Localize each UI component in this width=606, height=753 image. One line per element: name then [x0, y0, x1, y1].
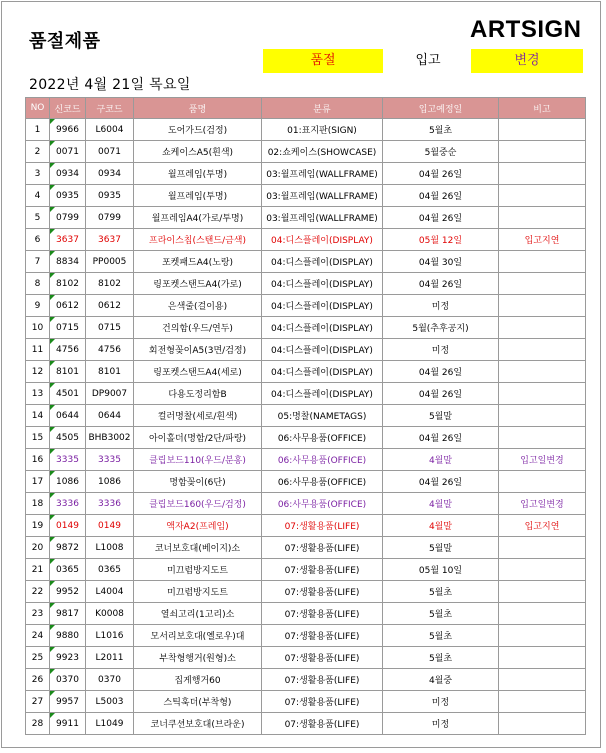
- sold-out-table: [25, 97, 586, 735]
- cell-note: [499, 713, 586, 735]
- table-row: [26, 185, 586, 207]
- cell-new-code: 3335: [50, 449, 86, 471]
- cell-category: 07:생활용품(LIFE): [262, 603, 383, 625]
- cell-no: 23: [26, 603, 50, 625]
- brand-logo: ARTSIGN: [470, 16, 582, 43]
- cell-eta: 04월 26일: [383, 273, 499, 295]
- table-row: [26, 317, 586, 339]
- table-row: [26, 427, 586, 449]
- cell-note: [499, 119, 586, 141]
- cell-no: 16: [26, 449, 50, 471]
- table-row: [26, 273, 586, 295]
- cell-category: 06:사무용품(OFFICE): [262, 471, 383, 493]
- cell-eta: 5월초: [383, 647, 499, 669]
- cell-old-code: L6004: [86, 119, 134, 141]
- cell-no: 2: [26, 141, 50, 163]
- cell-new-code: 9952: [50, 581, 86, 603]
- cell-category: 04:디스플레이(DISPLAY): [262, 339, 383, 361]
- table-row: [26, 361, 586, 383]
- page-title: 품절제품: [29, 31, 101, 52]
- cell-old-code: PP0005: [86, 251, 134, 273]
- cell-new-code: 0935: [50, 185, 86, 207]
- cell-category: 07:생활용품(LIFE): [262, 625, 383, 647]
- cell-eta: 04월 26일: [383, 383, 499, 405]
- cell-note: [499, 207, 586, 229]
- cell-note: [499, 383, 586, 405]
- cell-category: 07:생활용품(LIFE): [262, 515, 383, 537]
- cell-no: 25: [26, 647, 50, 669]
- cell-product-name: 부착형행거(원형)소: [134, 647, 262, 669]
- cell-eta: 04월 26일: [383, 471, 499, 493]
- cell-product-name: 포켓패드A4(노랑): [134, 251, 262, 273]
- table-row: [26, 449, 586, 471]
- cell-old-code: 8102: [86, 273, 134, 295]
- legend-changed: 변경: [471, 49, 583, 73]
- cell-category: 07:생활용품(LIFE): [262, 559, 383, 581]
- cell-eta: 미정: [383, 295, 499, 317]
- cell-no: 22: [26, 581, 50, 603]
- cell-note: [499, 559, 586, 581]
- table-row: [26, 515, 586, 537]
- cell-new-code: 4505: [50, 427, 86, 449]
- cell-category: 04:디스플레이(DISPLAY): [262, 317, 383, 339]
- cell-no: 7: [26, 251, 50, 273]
- cell-no: 28: [26, 713, 50, 735]
- cell-category: 01:표지판(SIGN): [262, 119, 383, 141]
- cell-new-code: 4756: [50, 339, 86, 361]
- report-date: 2022년 4월 21일 목요일: [29, 77, 191, 93]
- table-body: [26, 119, 586, 735]
- cell-new-code: 9957: [50, 691, 86, 713]
- cell-note: 입고일변경: [499, 493, 586, 515]
- cell-category: 07:생활용품(LIFE): [262, 669, 383, 691]
- cell-product-name: 월프레임(투명): [134, 163, 262, 185]
- cell-new-code: 9880: [50, 625, 86, 647]
- cell-product-name: 클립보드160(우드/검정): [134, 493, 262, 515]
- cell-category: 07:생활용품(LIFE): [262, 713, 383, 735]
- cell-no: 1: [26, 119, 50, 141]
- cell-new-code: 9923: [50, 647, 86, 669]
- cell-category: 04:디스플레이(DISPLAY): [262, 295, 383, 317]
- table-row: [26, 537, 586, 559]
- cell-old-code: 0149: [86, 515, 134, 537]
- cell-product-name: 미끄럼방지도트: [134, 581, 262, 603]
- cell-old-code: BHB3002: [86, 427, 134, 449]
- cell-new-code: 0612: [50, 295, 86, 317]
- cell-no: 5: [26, 207, 50, 229]
- cell-new-code: 0365: [50, 559, 86, 581]
- table-row: [26, 251, 586, 273]
- cell-product-name: 코너보호대(베이지)소: [134, 537, 262, 559]
- cell-product-name: 월프레임(투명): [134, 185, 262, 207]
- cell-product-name: 코너쿠션보호대(브라운): [134, 713, 262, 735]
- table-row: [26, 581, 586, 603]
- cell-eta: 04월 26일: [383, 163, 499, 185]
- cell-old-code: 3637: [86, 229, 134, 251]
- cell-category: 03:월프레임(WALLFRAME): [262, 163, 383, 185]
- cell-note: [499, 251, 586, 273]
- cell-new-code: 1086: [50, 471, 86, 493]
- cell-note: [499, 317, 586, 339]
- table-header-row: [26, 98, 586, 119]
- cell-product-name: 모서리보호대(옐로우)대: [134, 625, 262, 647]
- cell-eta: 5월초: [383, 581, 499, 603]
- cell-product-name: 클립보드110(우드/분홍): [134, 449, 262, 471]
- cell-note: [499, 163, 586, 185]
- cell-no: 17: [26, 471, 50, 493]
- cell-no: 24: [26, 625, 50, 647]
- cell-note: 입고지연: [499, 515, 586, 537]
- cell-old-code: 0370: [86, 669, 134, 691]
- cell-eta: 미정: [383, 713, 499, 735]
- table-row: [26, 405, 586, 427]
- table-row: [26, 603, 586, 625]
- table-row: [26, 713, 586, 735]
- cell-eta: 5월말: [383, 537, 499, 559]
- cell-category: 06:사무용품(OFFICE): [262, 449, 383, 471]
- cell-new-code: 0934: [50, 163, 86, 185]
- cell-old-code: 4756: [86, 339, 134, 361]
- cell-note: [499, 339, 586, 361]
- cell-product-name: 스틱훅더(부착형): [134, 691, 262, 713]
- cell-product-name: 쇼케이스A5(흰색): [134, 141, 262, 163]
- cell-note: [499, 581, 586, 603]
- cell-note: 입고지연: [499, 229, 586, 251]
- cell-product-name: 건의함(우드/연두): [134, 317, 262, 339]
- cell-new-code: 9817: [50, 603, 86, 625]
- cell-note: [499, 405, 586, 427]
- cell-category: 05:명찰(NAMETAGS): [262, 405, 383, 427]
- cell-new-code: 4501: [50, 383, 86, 405]
- cell-new-code: 8102: [50, 273, 86, 295]
- cell-new-code: 8101: [50, 361, 86, 383]
- cell-old-code: 0934: [86, 163, 134, 185]
- table-row: [26, 207, 586, 229]
- cell-note: [499, 471, 586, 493]
- cell-old-code: L5003: [86, 691, 134, 713]
- cell-note: [499, 295, 586, 317]
- cell-category: 04:디스플레이(DISPLAY): [262, 361, 383, 383]
- cell-category: 03:월프레임(WALLFRAME): [262, 207, 383, 229]
- cell-product-name: 도어가드(검정): [134, 119, 262, 141]
- cell-no: 4: [26, 185, 50, 207]
- cell-category: 04:디스플레이(DISPLAY): [262, 383, 383, 405]
- cell-new-code: 0370: [50, 669, 86, 691]
- cell-eta: 4월중: [383, 669, 499, 691]
- cell-note: [499, 273, 586, 295]
- table-row: [26, 141, 586, 163]
- cell-old-code: L4004: [86, 581, 134, 603]
- table-row: [26, 119, 586, 141]
- cell-no: 8: [26, 273, 50, 295]
- cell-old-code: 1086: [86, 471, 134, 493]
- cell-old-code: L1016: [86, 625, 134, 647]
- col-header-note: 비고: [499, 98, 586, 119]
- cell-no: 26: [26, 669, 50, 691]
- table-row: [26, 669, 586, 691]
- cell-new-code: 9872: [50, 537, 86, 559]
- cell-note: [499, 537, 586, 559]
- cell-category: 07:생활용품(LIFE): [262, 691, 383, 713]
- cell-product-name: 회전형꽂이A5(3면/검정): [134, 339, 262, 361]
- cell-no: 15: [26, 427, 50, 449]
- cell-product-name: 열쇠고리(1고리)소: [134, 603, 262, 625]
- cell-old-code: 0071: [86, 141, 134, 163]
- cell-note: 입고일변경: [499, 449, 586, 471]
- legend-sold-out: 품절: [263, 49, 383, 73]
- col-header-eta: 입고예정일: [383, 98, 499, 119]
- cell-eta: 04월 26일: [383, 427, 499, 449]
- cell-eta: 4월말: [383, 449, 499, 471]
- cell-new-code: 9911: [50, 713, 86, 735]
- cell-eta: 04월 26일: [383, 361, 499, 383]
- table-row: [26, 471, 586, 493]
- cell-eta: 5월초: [383, 603, 499, 625]
- col-header-new-code: 신코드: [50, 98, 86, 119]
- cell-no: 27: [26, 691, 50, 713]
- cell-note: [499, 669, 586, 691]
- cell-new-code: 9966: [50, 119, 86, 141]
- table-row: [26, 383, 586, 405]
- table-row: [26, 625, 586, 647]
- cell-note: [499, 625, 586, 647]
- cell-note: [499, 647, 586, 669]
- cell-new-code: 3637: [50, 229, 86, 251]
- cell-no: 11: [26, 339, 50, 361]
- cell-product-name: 명함꽂이(6단): [134, 471, 262, 493]
- cell-old-code: L1049: [86, 713, 134, 735]
- cell-eta: 04월 26일: [383, 185, 499, 207]
- table-row: [26, 295, 586, 317]
- table-row: [26, 559, 586, 581]
- cell-new-code: 0799: [50, 207, 86, 229]
- cell-no: 20: [26, 537, 50, 559]
- cell-product-name: 집게행거60: [134, 669, 262, 691]
- cell-new-code: 0644: [50, 405, 86, 427]
- cell-category: 04:디스플레이(DISPLAY): [262, 273, 383, 295]
- table-row: [26, 163, 586, 185]
- cell-note: [499, 141, 586, 163]
- col-header-no: NO: [26, 98, 50, 119]
- cell-category: 04:디스플레이(DISPLAY): [262, 251, 383, 273]
- cell-product-name: 미끄럼방지도트: [134, 559, 262, 581]
- table-row: [26, 647, 586, 669]
- cell-no: 18: [26, 493, 50, 515]
- cell-category: 06:사무용품(OFFICE): [262, 493, 383, 515]
- cell-eta: 5월중순: [383, 141, 499, 163]
- cell-old-code: K0008: [86, 603, 134, 625]
- cell-new-code: 0715: [50, 317, 86, 339]
- cell-old-code: 0644: [86, 405, 134, 427]
- cell-eta: 4월말: [383, 515, 499, 537]
- cell-eta: 05월 12일: [383, 229, 499, 251]
- cell-category: 06:사무용품(OFFICE): [262, 427, 383, 449]
- cell-old-code: 3336: [86, 493, 134, 515]
- cell-category: 07:생활용품(LIFE): [262, 581, 383, 603]
- cell-new-code: 0149: [50, 515, 86, 537]
- cell-eta: 5월(추후공지): [383, 317, 499, 339]
- col-header-old-code: 구코드: [86, 98, 134, 119]
- cell-old-code: L2011: [86, 647, 134, 669]
- cell-note: [499, 427, 586, 449]
- cell-eta: 5월초: [383, 119, 499, 141]
- cell-eta: 04월 26일: [383, 207, 499, 229]
- cell-eta: 미정: [383, 339, 499, 361]
- cell-no: 10: [26, 317, 50, 339]
- cell-note: [499, 361, 586, 383]
- legend-incoming: 입고: [415, 53, 441, 68]
- cell-product-name: 컬러명찰(세로/흰색): [134, 405, 262, 427]
- table-row: [26, 339, 586, 361]
- cell-product-name: 링포켓스탠드A4(세로): [134, 361, 262, 383]
- cell-eta: 5월말: [383, 405, 499, 427]
- cell-no: 14: [26, 405, 50, 427]
- cell-product-name: 다용도정리함B: [134, 383, 262, 405]
- cell-note: [499, 603, 586, 625]
- cell-new-code: 8834: [50, 251, 86, 273]
- cell-old-code: L1008: [86, 537, 134, 559]
- cell-no: 6: [26, 229, 50, 251]
- cell-old-code: 0365: [86, 559, 134, 581]
- col-header-category: 분류: [262, 98, 383, 119]
- cell-no: 12: [26, 361, 50, 383]
- cell-no: 19: [26, 515, 50, 537]
- cell-no: 9: [26, 295, 50, 317]
- cell-category: 04:디스플레이(DISPLAY): [262, 229, 383, 251]
- table-row: [26, 229, 586, 251]
- cell-old-code: 3335: [86, 449, 134, 471]
- cell-category: 07:생활용품(LIFE): [262, 537, 383, 559]
- table-row: [26, 691, 586, 713]
- cell-eta: 미정: [383, 691, 499, 713]
- cell-no: 21: [26, 559, 50, 581]
- cell-note: [499, 185, 586, 207]
- cell-eta: 04월 30일: [383, 251, 499, 273]
- cell-product-name: 월프레임A4(가로/투명): [134, 207, 262, 229]
- cell-no: 13: [26, 383, 50, 405]
- cell-old-code: 0715: [86, 317, 134, 339]
- cell-no: 3: [26, 163, 50, 185]
- cell-product-name: 액자A2(프레임): [134, 515, 262, 537]
- cell-category: 03:월프레임(WALLFRAME): [262, 185, 383, 207]
- cell-old-code: 0799: [86, 207, 134, 229]
- cell-new-code: 0071: [50, 141, 86, 163]
- cell-eta: 5월초: [383, 625, 499, 647]
- cell-category: 07:생활용품(LIFE): [262, 647, 383, 669]
- cell-old-code: 0935: [86, 185, 134, 207]
- col-header-product-name: 품명: [134, 98, 262, 119]
- table-row: [26, 493, 586, 515]
- cell-product-name: 아이홀더(명함/2단/파랑): [134, 427, 262, 449]
- cell-eta: 4월말: [383, 493, 499, 515]
- cell-old-code: DP9007: [86, 383, 134, 405]
- cell-product-name: 프라이스칩(스탠드/금색): [134, 229, 262, 251]
- cell-eta: 05월 10일: [383, 559, 499, 581]
- cell-category: 02:쇼케이스(SHOWCASE): [262, 141, 383, 163]
- cell-product-name: 링포켓스탠드A4(가로): [134, 273, 262, 295]
- cell-new-code: 3336: [50, 493, 86, 515]
- cell-old-code: 0612: [86, 295, 134, 317]
- cell-old-code: 8101: [86, 361, 134, 383]
- cell-note: [499, 691, 586, 713]
- cell-product-name: 은색줄(걸이용): [134, 295, 262, 317]
